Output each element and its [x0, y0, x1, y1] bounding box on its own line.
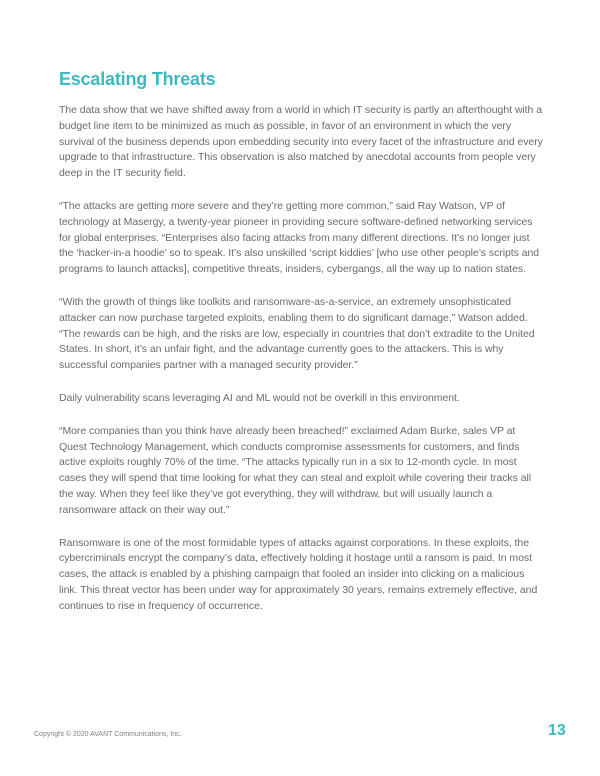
- paragraph-ransomware: Ransomware is one of the most formidable types of attacks against corporations. In these exploits, the cybercriminals encrypt the company’s data, effectively holding it hostage until a ransom is paid. In most cases, the attack is enabled by a phishing campaign that fooled an insider into clicking on a malicious link. This threat vector has been under way for approximately 30 years, remains extremely effective, and continues to rise in frequency of occurrence.: [59, 536, 538, 612]
- paragraph-burke-quote: “More companies than you think have already been breached!” exclaimed Adam Burke, sales VP at Quest Technology Management, which conducts compromise assessments for customers, and finds active exploits roughly 70% of the time. “The attacks typically run in a six to 12-month cycle. In most cases they will spend that time looking for what they can steal and exploit while covering their tracks all the way. When they feel like they’ve got everything, they will withdraw, but will usually launch a ransomware attack on their way out.”: [59, 424, 532, 516]
- page-number: 13: [548, 722, 566, 739]
- section-title: Escalating Threats: [59, 69, 216, 89]
- paragraph-vulnerability-scans: Daily vulnerability scans leveraging AI and ML would not be overkill in this environment.: [59, 391, 460, 404]
- footer-copyright: Copyright © 2020 AVANT Communications, Inc.: [34, 731, 182, 738]
- body-text: [59, 103, 545, 632]
- paragraph-intro: The data show that we have shifted away from a world in which IT security is partly an afterthought with a budget line item to be minimized as much as possible, in favor of an environment in which the very survival of the business depends upon embedding security into every facet of the infrastructure and every upgrade to that infrastructure. This observation is also matched by anecdotal accounts from people very deep in the IT security field.: [59, 104, 543, 180]
- paragraph-watson-continued: “With the growth of things like toolkits and ransomware-as-a-service, an extremely unsophisticated attacker can now purchase targeted exploits, enabling them to do significant damage,” Watson added. “The rewards can be high, and the risks are low, especially in countries that don’t extradite to the United States. In short, it’s an unfair fight, and the advantage currently goes to the attackers. This is why successful companies partner with a managed security provider.”: [59, 295, 535, 372]
- paragraph-watson-quote: “The attacks are getting more severe and they’re getting more common,” said Ray Watson, VP of technology at Masergy, a twenty-year pioneer in providing secure software-defined networking services for global enterprises. “Enterprises also facing attacks from many different directions. It’s no longer just the ‘hacker-in-a hoodie’ so to speak. It’s also unskilled ‘script kiddies’ [who use other people’s scripts and programs to launch attacks], competitive threats, insiders, cybergangs, all the way up to nation states.: [59, 199, 540, 276]
